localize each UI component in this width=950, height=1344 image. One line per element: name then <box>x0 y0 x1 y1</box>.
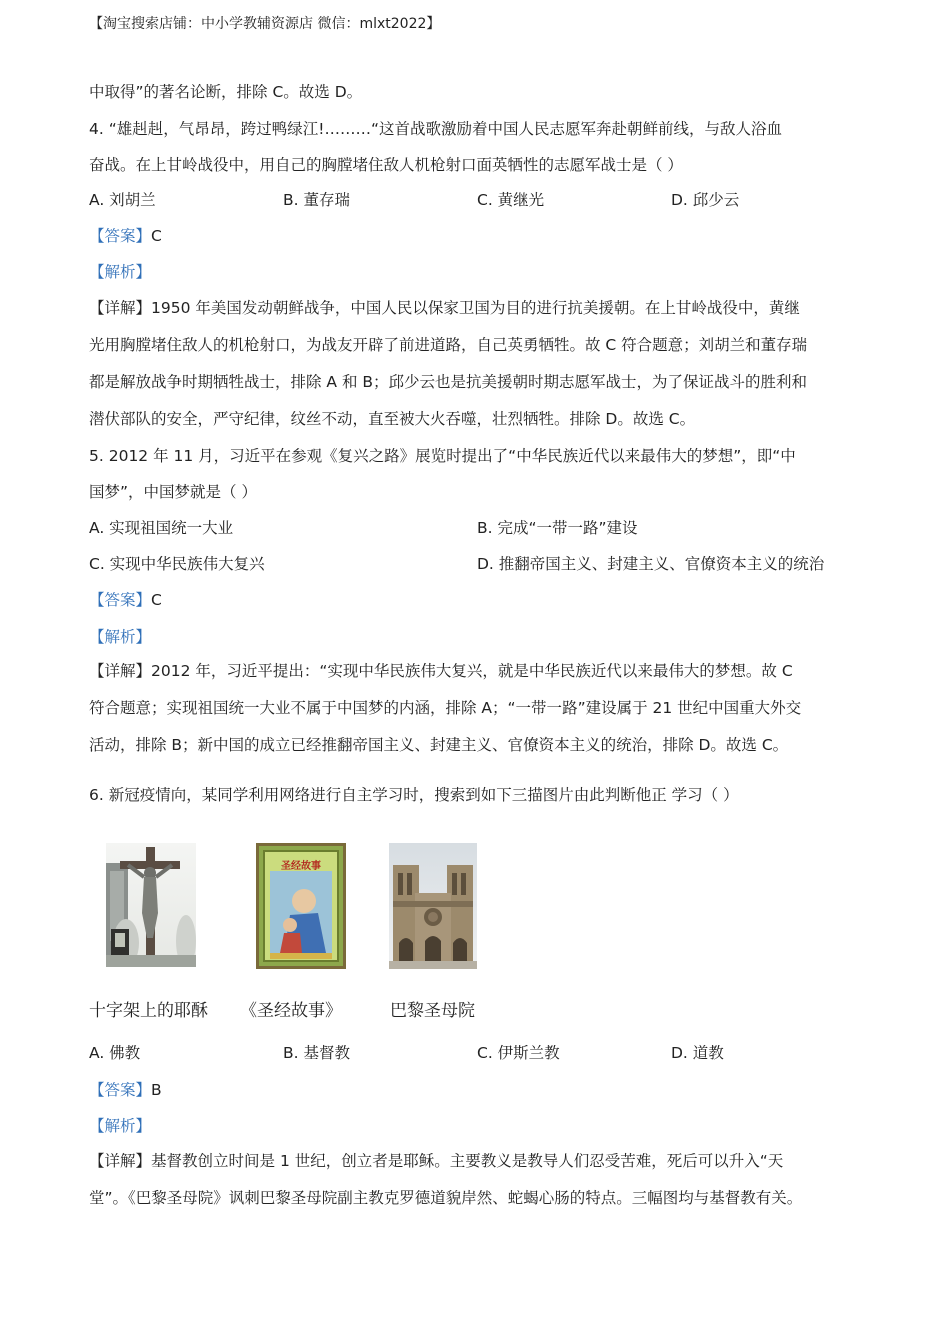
q6-option-a: A. 佛教 <box>89 1044 141 1062</box>
q4-detail-line2: 光用胸膛堵住敌人的机枪射口，为战友开辟了前进道路，自己英勇牺牲。故 C 符合题意；刘胡兰和董存瑞 <box>89 336 808 354</box>
answer-label: 【答案】 <box>89 1081 152 1099</box>
q6-option-c: C. 伊斯兰教 <box>477 1044 560 1062</box>
answer-value: C <box>151 591 162 609</box>
q5-option-d: D. 推翻帝国主义、封建主义、官僚资本主义的统治 <box>477 555 825 573</box>
answer-value: B <box>151 1081 162 1099</box>
book-cover-title: 圣经故事 <box>281 861 321 872</box>
caption-bible-stories: 《圣经故事》 <box>240 1001 342 1021</box>
caption-notre-dame: 巴黎圣母院 <box>390 1001 475 1021</box>
q4-option-c: C. 黄继光 <box>477 191 545 209</box>
q6-stem: 6. 新冠疫情向，某同学利用网络进行自主学习时，搜索到如下三描图片由此判断他正 学习（ ） <box>89 786 739 804</box>
q4-option-b: B. 董存瑞 <box>283 191 350 209</box>
notre-dame-cathedral-image <box>389 843 477 969</box>
q4-analysis-label: 【解析】 <box>89 263 152 281</box>
crucifix-image <box>106 843 196 967</box>
q6-option-b: B. 基督教 <box>283 1044 350 1062</box>
detail-label: 【详解】 <box>89 299 152 317</box>
q5-option-a: A. 实现祖国统一大业 <box>89 519 234 537</box>
q6-answer <box>89 1080 162 1100</box>
bible-stories-book-cover-image <box>256 843 346 969</box>
q4-detail-line4: 潜伏部队的安全，严守纪律，纹丝不动，直至被大火吞噬，壮烈牺牲。排除 D。故选 C。 <box>89 410 696 428</box>
detail-text: 2012 年，习近平提出：“实现中华民族伟大复兴，就是中华民族近代以来最伟大的梦想。故 C <box>151 662 793 680</box>
q5-option-c: C. 实现中华民族伟大复兴 <box>89 555 265 573</box>
q4-detail-line3: 都是解放战争时期牺牲战士，排除 A 和 B；邱少云也是抗美援朝时期志愿军战士，为了保证战斗的胜利和 <box>89 373 808 391</box>
q5-answer <box>89 590 162 610</box>
q4-stem-line1: 4. “雄赳赳，气昂昂，跨过鸭绿江!………“这首战歌激励着中国人民志愿军奔赴朝鲜前线，与敌人浴血 <box>89 120 782 138</box>
q5-detail-line1 <box>89 661 793 681</box>
q5-analysis-label: 【解析】 <box>89 628 152 646</box>
detail-text: 1950 年美国发动朝鲜战争，中国人民以保家卫国为目的进行抗美援朝。在上甘岭战役中，黄继 <box>151 299 800 317</box>
q6-analysis-label: 【解析】 <box>89 1117 152 1135</box>
answer-label: 【答案】 <box>89 591 152 609</box>
answer-value: C <box>151 227 162 245</box>
q5-detail-line3: 活动，排除 B；新中国的成立已经推翻帝国主义、封建主义、官僚资本主义的统治，排除 D。故选 C。 <box>89 736 789 754</box>
q4-stem-line2: 奋战。在上甘岭战役中，用自己的胸膛堵住敌人机枪射口面英牺性的志愿军战士是（ ） <box>89 156 683 174</box>
q4-option-d: D. 邱少云 <box>671 191 740 209</box>
q6-option-d: D. 道教 <box>671 1044 724 1062</box>
q4-option-a: A. 刘胡兰 <box>89 191 156 209</box>
q6-detail-line1 <box>89 1151 783 1171</box>
q5-detail-line2: 符合题意；实现祖国统一大业不属于中国梦的内涵，排除 A；“一带一路”建设属于 21 世纪中国重大外交 <box>89 699 802 717</box>
watermark-header: 【淘宝搜索店铺：中小学教辅资源店 微信：mlxt2022】 <box>89 16 441 32</box>
previous-answer-tail: 中取得”的著名论断，排除 C。故选 D。 <box>89 83 363 101</box>
q4-answer <box>89 226 162 246</box>
q6-detail-line2: 堂”。《巴黎圣母院》讽刺巴黎圣母院副主教克罗德道貌岸然、蛇蝎心肠的特点。三幅图均与基督教有关。 <box>89 1189 803 1207</box>
q5-stem-line2: 国梦”，中国梦就是（ ） <box>89 483 257 501</box>
detail-label: 【详解】 <box>89 1152 152 1170</box>
detail-text: 基督教创立时间是 1 世纪，创立者是耶稣。主要教义是教导人们忍受苦难，死后可以升入“天 <box>151 1152 784 1170</box>
q5-stem-line1: 5. 2012 年 11 月，习近平在参观《复兴之路》展览时提出了“中华民族近代以来最伟大的梦想”，即“中 <box>89 447 796 465</box>
q5-option-b: B. 完成“一带一路”建设 <box>477 519 638 537</box>
q4-detail-line1 <box>89 298 800 318</box>
detail-label: 【详解】 <box>89 662 152 680</box>
caption-crucifix: 十字架上的耶酥 <box>89 1001 208 1021</box>
answer-label: 【答案】 <box>89 227 152 245</box>
